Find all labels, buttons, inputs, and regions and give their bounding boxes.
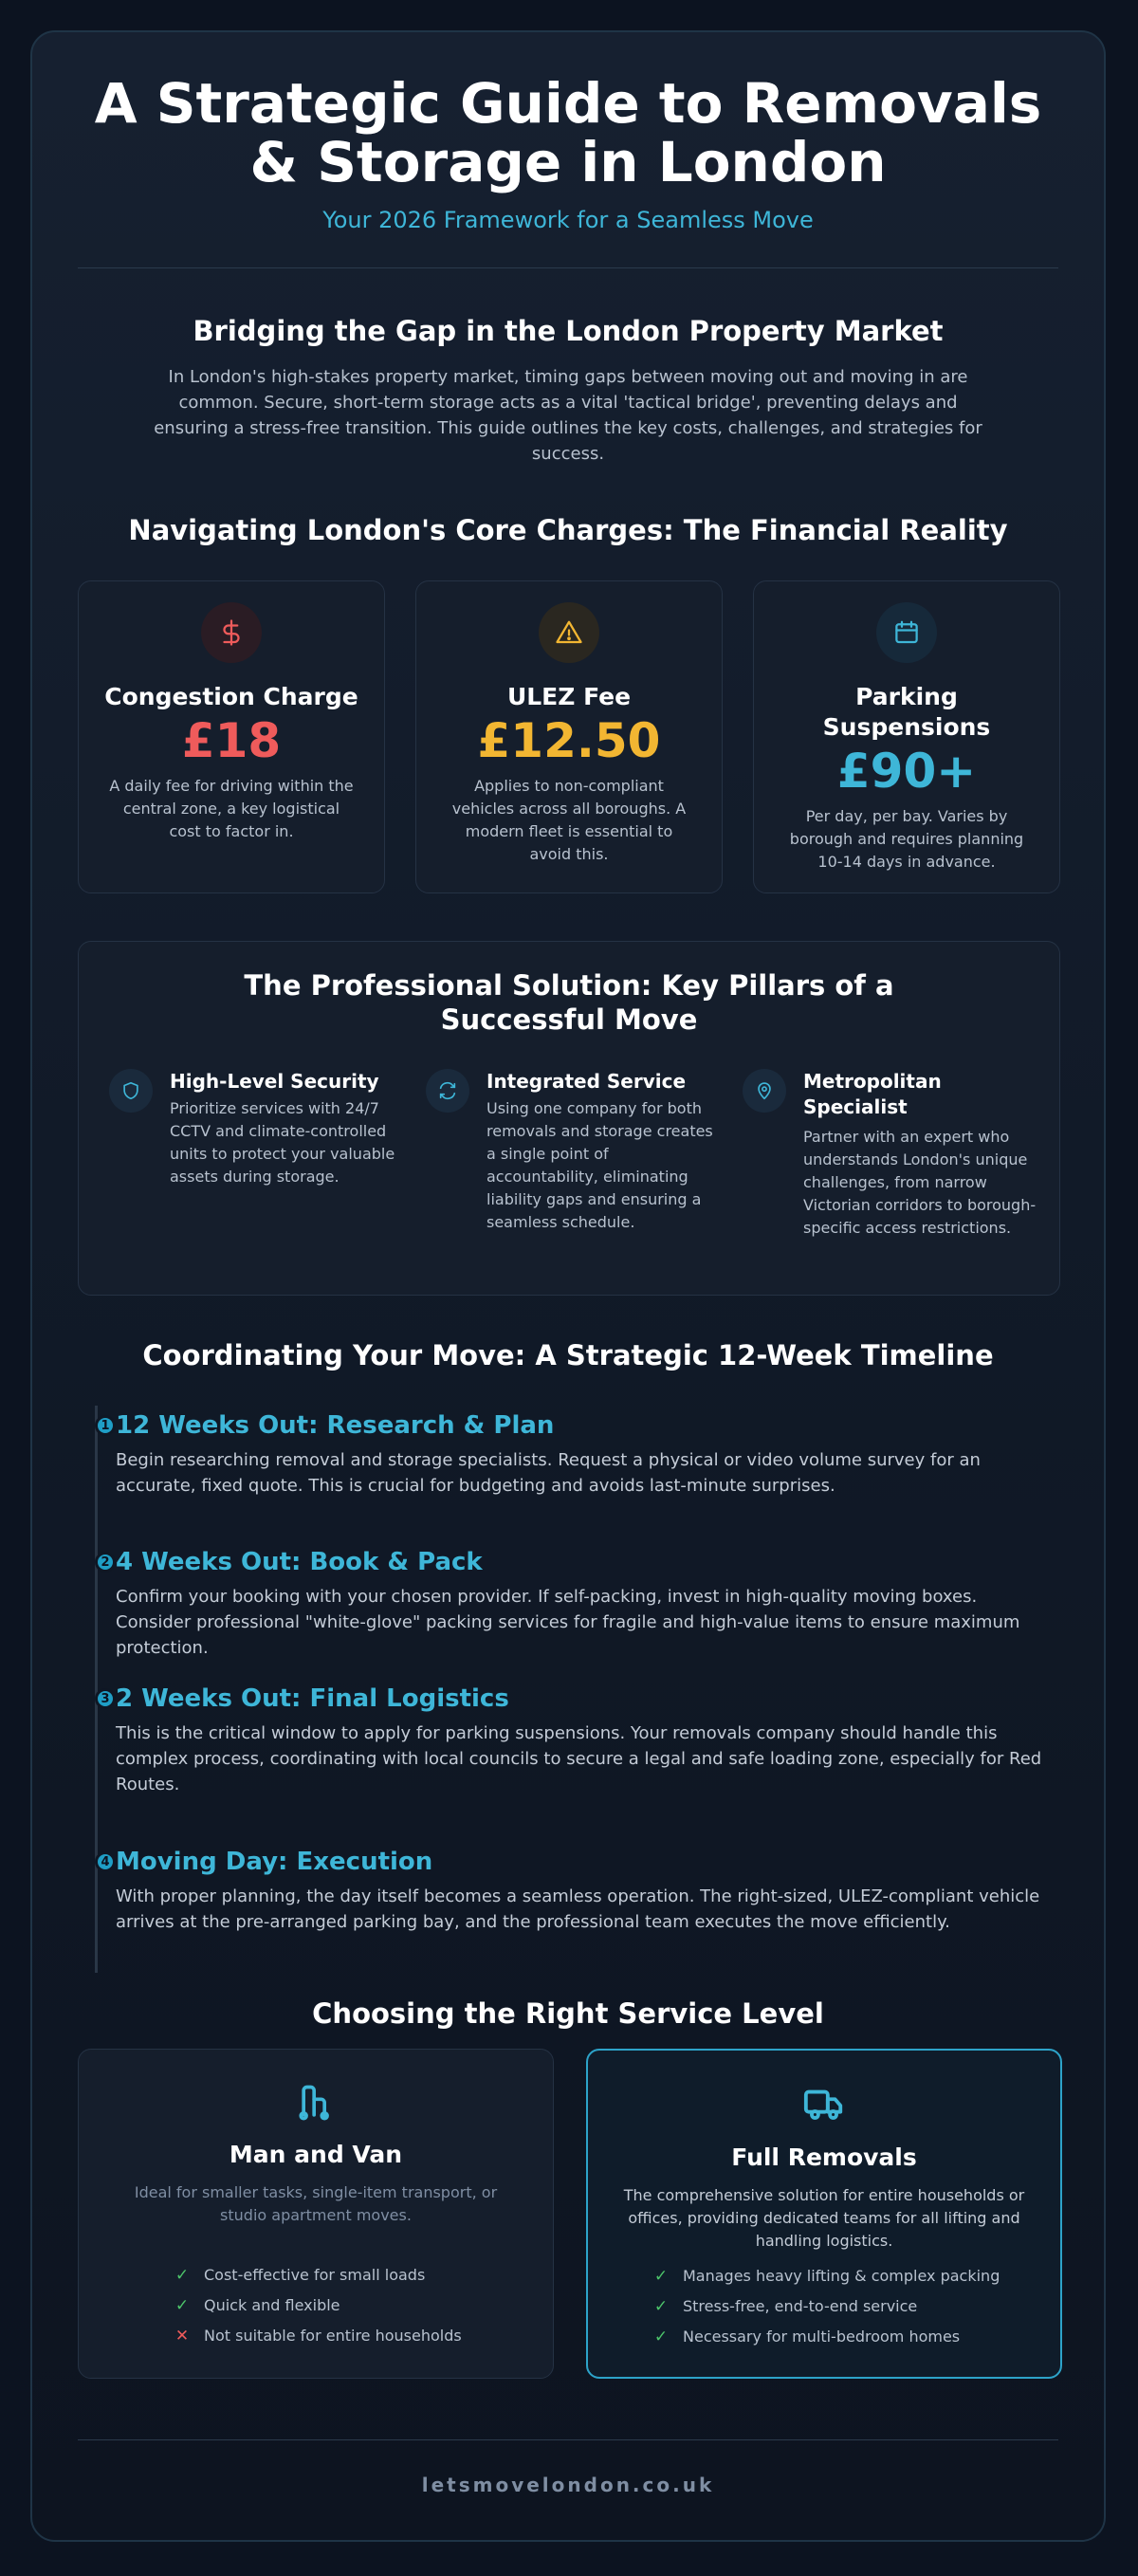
page-subtitle: Your 2026 Framework for a Seamless Move xyxy=(322,207,814,233)
charge-description: A daily fee for driving within the central zone, a key logistical cost to factor in. xyxy=(109,777,354,840)
timeline-title: Coordinating Your Move: A Strategic 12-Week Timeline xyxy=(142,1339,994,1371)
sync-icon xyxy=(426,1069,469,1113)
step-description: With proper planning, the day itself becomes a seamless operation. The right-sized, ULEZ-compliant vehicle arrives at the pre-arranged parking bay, and the professional team executes the move efficiently. xyxy=(116,1886,1040,1932)
step-description: Confirm your booking with your chosen provider. If self-packing, invest in high-quality moving boxes. Consider professional "white-glove" packing services for fragile and high-value items to ensure maximum protection. xyxy=(116,1587,1020,1658)
footer-website: letsmovelondon.co.uk xyxy=(421,2474,715,2496)
charge-title: Congestion Charge xyxy=(104,683,358,710)
feature-list xyxy=(588,2261,1060,2352)
calendar-icon xyxy=(876,602,937,663)
check-icon: ✓ xyxy=(653,2267,669,2286)
charge-value: £18 xyxy=(181,713,282,768)
truck-icon xyxy=(588,2083,1060,2130)
feature-item: ✓ Manages heavy lifting & complex packing xyxy=(651,2261,1060,2291)
step-number: 3 xyxy=(95,1688,116,1709)
charges-title: Navigating London's Core Charges: The Financial Reality xyxy=(128,514,1008,546)
step-number: 2 xyxy=(95,1552,116,1573)
pillar-title: Integrated Service xyxy=(486,1070,687,1093)
feature-item: ✓ Necessary for multi-bedroom homes xyxy=(651,2322,1060,2352)
charge-description: Applies to non-compliant vehicles across all boroughs. A modern fleet is essential to avoid this. xyxy=(451,777,687,863)
charge-description: Per day, per bay. Varies by borough and requires planning 10-14 days in advance. xyxy=(789,807,1024,871)
service-card-man-and-van xyxy=(78,2049,554,2379)
step-title: 12 Weeks Out: Research & Plan xyxy=(116,1411,555,1440)
timeline-line xyxy=(95,1406,98,1973)
timeline-step xyxy=(101,1846,1056,1935)
warning-icon xyxy=(539,602,599,663)
map-pin-icon xyxy=(743,1069,786,1113)
page-title: A Strategic Guide to Removals & Storage in London xyxy=(94,71,1042,194)
check-icon: ✓ xyxy=(174,2296,190,2315)
feature-item: ✓ Cost-effective for small loads xyxy=(172,2260,553,2291)
service-card-full-removals xyxy=(586,2049,1062,2379)
pillar-title: High-Level Security xyxy=(170,1070,379,1093)
intro-title: Bridging the Gap in the London Property Market xyxy=(193,315,944,347)
pillars-card xyxy=(78,941,1060,1296)
dollar-icon xyxy=(201,602,262,663)
timeline-step xyxy=(101,1683,1056,1797)
pillars-title: The Professional Solution: Key Pillars of a Successful Move xyxy=(244,969,894,1036)
step-title: 2 Weeks Out: Final Logistics xyxy=(116,1684,509,1713)
divider xyxy=(78,267,1058,268)
charge-value: £90+ xyxy=(836,744,977,799)
charge-title: Parking Suspensions xyxy=(822,683,991,741)
service-description: The comprehensive solution for entire households or offices, providing dedicated teams for all lifting and handling logistics. xyxy=(623,2186,1025,2250)
charge-card-congestion xyxy=(78,580,385,893)
timeline-step xyxy=(101,1409,1056,1499)
timeline-step xyxy=(101,1546,1056,1661)
trolley-icon xyxy=(79,2082,553,2127)
step-number: 4 xyxy=(95,1851,116,1872)
charge-value: £12.50 xyxy=(477,713,661,768)
page-frame xyxy=(30,30,1106,2542)
check-icon: ✓ xyxy=(653,2328,669,2346)
pillar-description: Using one company for both removals and storage creates a single point of accountability, eliminating liability gaps and ensuring a seamless schedule. xyxy=(486,1099,713,1231)
cross-icon: ✕ xyxy=(174,2327,190,2346)
feature-list xyxy=(79,2260,553,2351)
step-description: Begin researching removal and storage specialists. Request a physical or video volume survey for an accurate, fixed quote. This is crucial for budgeting and avoids last-minute surprises. xyxy=(116,1450,981,1496)
step-title: Moving Day: Execution xyxy=(116,1848,433,1876)
intro-text: In London's high-stakes property market, timing gaps between moving out and moving in are common. Secure, short-term storage acts as a vital 'tactical bridge', preventing delays and ensuring a stress-free transition. This guide outlines the key costs, challenges, and strategies for success. xyxy=(154,367,982,464)
shield-icon xyxy=(109,1069,153,1113)
step-number: 1 xyxy=(95,1415,116,1436)
pillar-description: Partner with an expert who understands London's unique challenges, from narrow Victorian corridors to borough-specific access restrictions. xyxy=(803,1128,1037,1237)
divider xyxy=(78,2439,1058,2440)
service-description: Ideal for smaller tasks, single-item transport, or studio apartment moves. xyxy=(134,2183,498,2224)
services-title: Choosing the Right Service Level xyxy=(312,1997,824,2030)
pillar-title: Metropolitan Specialist xyxy=(803,1070,942,1118)
step-description: This is the critical window to apply for parking suspensions. Your removals company should handle this complex process, coordinating with local councils to secure a legal and safe loading zone, especially for Red Routes. xyxy=(116,1723,1042,1794)
pillar-description: Prioritize services with 24/7 CCTV and climate-controlled units to protect your valuable assets during storage. xyxy=(170,1099,395,1186)
step-title: 4 Weeks Out: Book & Pack xyxy=(116,1548,483,1576)
check-icon: ✓ xyxy=(174,2266,190,2285)
service-title: Man and Van xyxy=(229,2141,403,2168)
charge-card-ulez xyxy=(415,580,723,893)
check-icon: ✓ xyxy=(653,2297,669,2316)
feature-item: ✓ Stress-free, end-to-end service xyxy=(651,2291,1060,2322)
feature-item: ✓ Quick and flexible xyxy=(172,2291,553,2321)
feature-item: ✕ Not suitable for entire households xyxy=(172,2321,553,2351)
charge-card-parking xyxy=(753,580,1060,893)
charge-title: ULEZ Fee xyxy=(506,683,632,710)
service-title: Full Removals xyxy=(731,2144,917,2171)
